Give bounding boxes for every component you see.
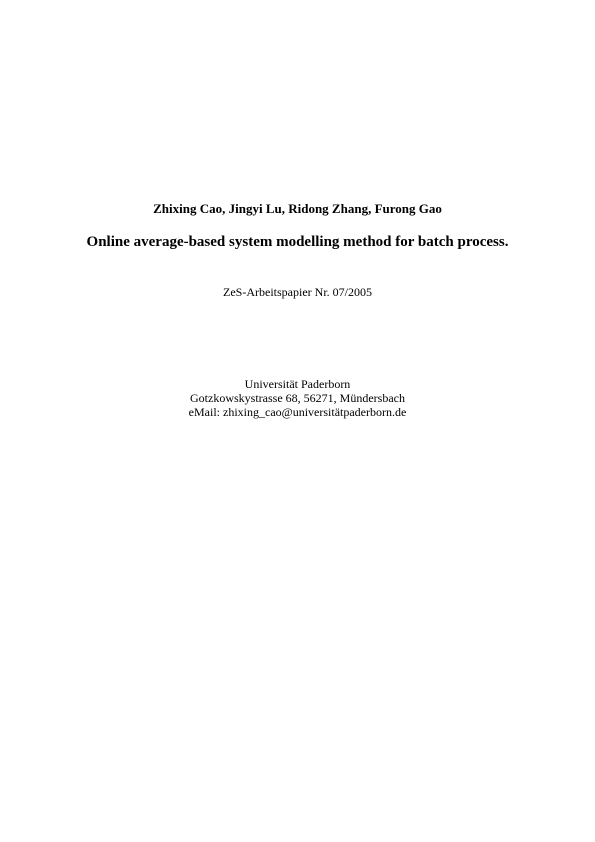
affiliation-email: eMail: zhixing_cao@universitätpaderborn.de [188,405,407,419]
working-paper-number: ZeS-Arbeitspapier Nr. 07/2005 [223,285,372,299]
affiliation-university: Universität Paderborn [244,377,351,391]
paper-title: Online average-based system modelling method for batch process. [86,234,509,250]
affiliation-address: Gotzkowskystrasse 68, 56271, Mündersbach [190,391,405,405]
author-list: Zhixing Cao, Jingyi Lu, Ridong Zhang, Furong Gao [153,201,442,216]
